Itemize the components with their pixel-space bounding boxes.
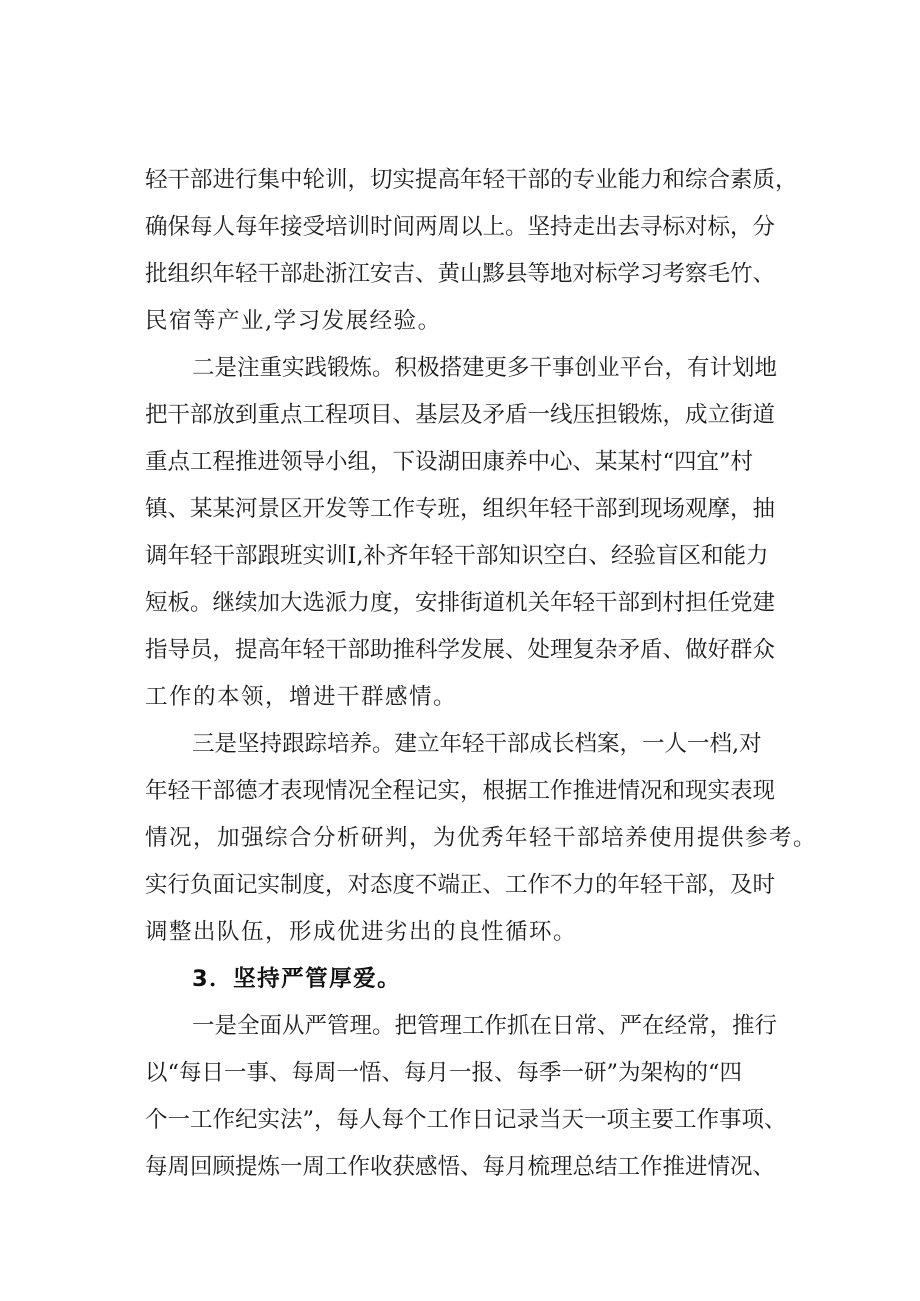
paragraph-start-line: 三是坚持跟踪培养。建立年轻干部成长档案，一人一档,对 xyxy=(192,731,762,757)
text-line: 情况，加强综合分析研判，为优秀年轻干部培养使用提供参考。 xyxy=(145,825,818,851)
text-line: 调整出队伍，形成优进劣出的良性循环。 xyxy=(145,919,578,945)
text-line: 镇、某某河景区开发等工作专班，组织年轻干部到现场观摩，抽 xyxy=(145,496,776,522)
text-line: 指导员，提高年轻干部助推科学发展、处理复杂矛盾、做好群众 xyxy=(145,637,776,663)
text-line: 以“每日一事、每周一悟、每月一报、每季一研”为架构的“四 xyxy=(145,1060,743,1086)
text-line: 重点工程推进领导小组，下设湖田康养中心、某某村“四宜”村 xyxy=(145,449,754,475)
paragraph-start-line: 一是全面从严管理。把管理工作抓在日常、严在经常，推行 xyxy=(192,1013,778,1039)
text-line: 每周回顾提炼一周工作收获感悟、每月梳理总结工作推进情况、 xyxy=(145,1154,776,1180)
text-line: 年轻干部德才表现情况全程记实，根据工作推进情况和现实表现 xyxy=(145,778,776,804)
section-heading: 3．坚持严管厚爱。 xyxy=(192,966,402,992)
text-line: 轻干部进行集中轮训，切实提高年轻干部的专业能力和综合素质， xyxy=(145,167,798,193)
text-line: 确保每人每年接受培训时间两周以上。坚持走出去寻标对标，分 xyxy=(145,214,776,240)
text-line: 把干部放到重点工程项目、基层及矛盾一线压担锻炼，成立街道 xyxy=(145,402,776,428)
text-line: 批组织年轻干部赴浙江安吉、黄山黟县等地对标学习考察毛竹、 xyxy=(145,261,776,287)
text-line: 民宿等产业,学习发展经验。 xyxy=(145,308,442,334)
text-line: 个一工作纪实法”，每人每个工作日记录当天一项主要工作事项、 xyxy=(145,1107,787,1133)
text-line: 调年轻干部跟班实训Ⅰ,补齐年轻干部知识空白、经验盲区和能力 xyxy=(145,543,769,569)
text-line: 实行负面记实制度，对态度不端正、工作不力的年轻干部，及时 xyxy=(145,872,776,898)
text-line: 短板。继续加大选派力度，安排街道机关年轻干部到村担任党建 xyxy=(145,590,776,616)
text-line: 工作的本领，增进干群感情。 xyxy=(145,684,458,710)
paragraph-start-line: 二是注重实践锻炼。积极搭建更多干事创业平台，有计划地 xyxy=(192,355,778,381)
